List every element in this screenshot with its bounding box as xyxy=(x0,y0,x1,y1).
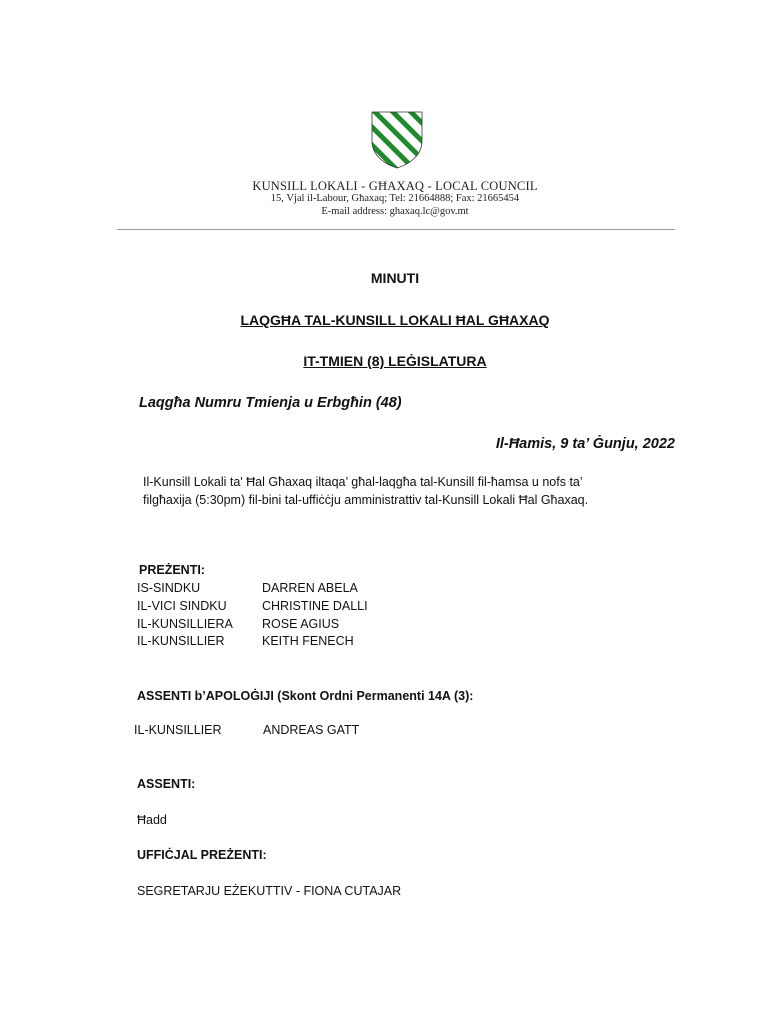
apology-role: IL-KUNSILLIER xyxy=(134,723,222,737)
letterhead-divider xyxy=(117,229,675,230)
intro-paragraph xyxy=(143,473,703,509)
intro-line: Il-Kunsill Lokali ta' Ħal Għaxaq iltaqa’ għal-laqgħa tal-Kunsill fil-ħamsa u nofs ta’ xyxy=(143,475,583,489)
member-name: CHRISTINE DALLI xyxy=(262,599,368,613)
officials-label: UFFIĊJAL PREŻENTI: xyxy=(137,848,267,862)
member-name: DARREN ABELA xyxy=(262,581,358,595)
member-role: IS-SINDKU xyxy=(137,581,201,595)
apology-name: ANDREAS GATT xyxy=(263,723,360,737)
member-role: IL-KUNSILLIER xyxy=(137,634,225,648)
document-title: MINUTI xyxy=(370,270,420,286)
meeting-date: Il-Ħamis, 9 ta’ Ġunju, 2022 xyxy=(495,436,675,452)
absent-value: Ħadd xyxy=(137,813,167,827)
council-address: 15, Vjal il-Labour, Għaxaq; Tel: 21664888; Fax: 21665454 xyxy=(270,193,520,204)
member-name: ROSE AGIUS xyxy=(262,617,340,631)
council-email: E-mail address: ghaxaq.lc@gov.mt xyxy=(321,206,469,217)
council-name: KUNSILL LOKALI - GĦAXAQ - LOCAL COUNCIL xyxy=(252,179,538,193)
member-role: IL-KUNSILLIERA xyxy=(137,617,233,631)
legislature-heading: IT-TMIEN (8) LEĠISLATURA xyxy=(303,353,487,369)
absent-label: ASSENTI: xyxy=(137,777,196,791)
officials-value: SEGRETARJU EŻEKUTTIV - FIONA CUTAJAR xyxy=(137,884,402,898)
present-label: PREŻENTI: xyxy=(139,563,205,577)
meeting-heading: LAQGĦA TAL-KUNSILL LOKALI ĦAL GĦAXAQ xyxy=(240,312,550,328)
council-crest-logo xyxy=(370,111,424,169)
member-name: KEITH FENECH xyxy=(262,634,354,648)
apologies-label: ASSENTI b’APOLOĠIJI (Skont Ordni Permanenti 14A (3): xyxy=(137,689,474,703)
intro-line: filgħaxija (5:30pm) fil-bini tal-uffiċċju amministrattiv tal-Kunsill Lokali Ħal Għaxaq. xyxy=(143,493,589,507)
member-role: IL-VICI SINDKU xyxy=(137,599,227,613)
meeting-number: Laqgħa Numru Tmienja u Erbgħin (48) xyxy=(139,395,402,411)
